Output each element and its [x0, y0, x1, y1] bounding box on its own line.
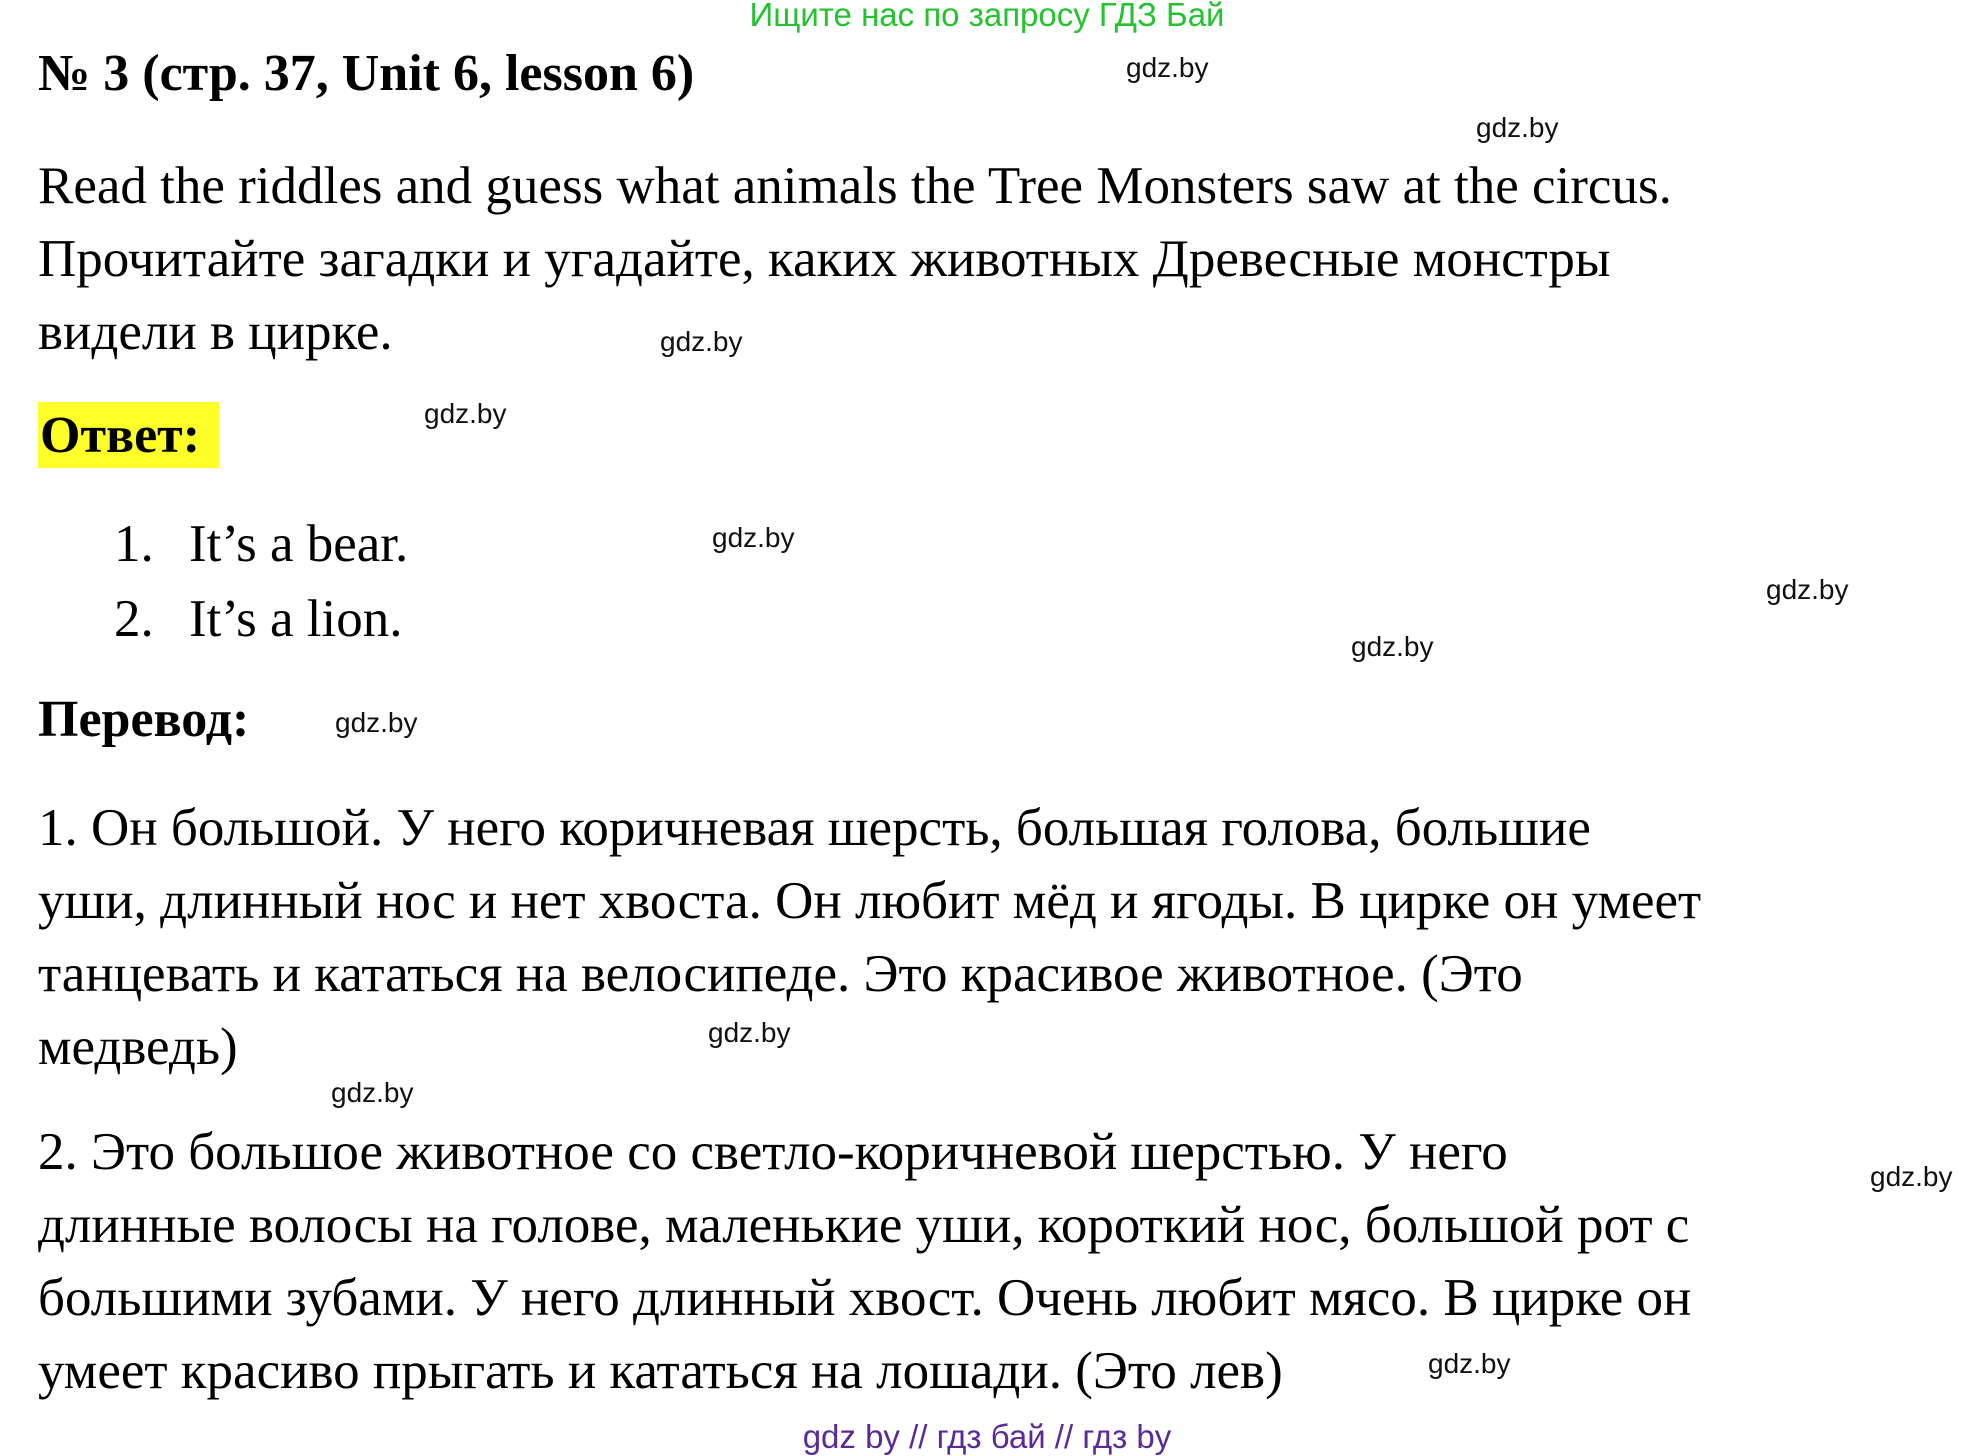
watermark: gdz.by	[708, 1017, 791, 1048]
translation-p2-line-3: большими зубами. У него длинный хвост. Очень любит мясо. В цирке он	[38, 1269, 1692, 1327]
translation-p2-line-4: умеет красиво прыгать и кататься на лошади. (Это лев)	[38, 1342, 1283, 1400]
translation-p2-line-1: 2. Это большое животное со светло-коричневой шерстью. У него	[38, 1123, 1508, 1181]
watermark: gdz.by	[335, 707, 418, 738]
watermark: gdz.by	[1870, 1161, 1953, 1192]
translation-p1-line-4: медведь)	[38, 1018, 238, 1076]
footer-watermark: gdz by // гдз бай // гдз by	[802, 1418, 1172, 1455]
translation-heading: Перевод:	[38, 691, 250, 748]
answer-number-1: 1.	[114, 515, 154, 573]
translation-p1-line-3: танцевать и кататься на велосипеде. Это красивое животное. (Это	[38, 945, 1523, 1003]
answer-item-2: It’s a lion.	[189, 590, 403, 648]
instruction-line-3: видели в цирке.	[38, 303, 393, 361]
answer-number-2: 2.	[114, 590, 154, 648]
translation-p1-line-2: уши, длинный нос и нет хвоста. Он любит мёд и ягоды. В цирке он умеет	[38, 872, 1702, 930]
watermark: gdz.by	[1476, 112, 1559, 143]
instruction-line-2: Прочитайте загадки и угадайте, каких животных Древесные монстры	[38, 230, 1611, 288]
watermark: gdz.by	[660, 326, 743, 357]
watermark: gdz.by	[712, 522, 795, 553]
instruction-line-1: Read the riddles and guess what animals the Tree Monsters saw at the circus.	[38, 157, 1672, 215]
translation-p1-line-1: 1. Он большой. У него коричневая шерсть, большая голова, большие	[38, 799, 1591, 857]
translation-p2-line-2: длинные волосы на голове, маленькие уши, короткий нос, большой рот с	[38, 1196, 1690, 1254]
watermark: gdz.by	[424, 398, 507, 429]
watermark: gdz.by	[1766, 574, 1849, 605]
page-title: № 3 (стр. 37, Unit 6, lesson 6)	[38, 45, 695, 102]
search-banner: Ищите нас по запросу ГДЗ Бай	[749, 0, 1225, 33]
watermark: gdz.by	[1126, 52, 1209, 83]
watermark: gdz.by	[331, 1077, 414, 1108]
watermark: gdz.by	[1351, 631, 1434, 662]
answer-item-1: It’s a bear.	[189, 515, 409, 573]
answer-heading: Ответ:	[40, 407, 201, 464]
watermark: gdz.by	[1428, 1348, 1511, 1379]
